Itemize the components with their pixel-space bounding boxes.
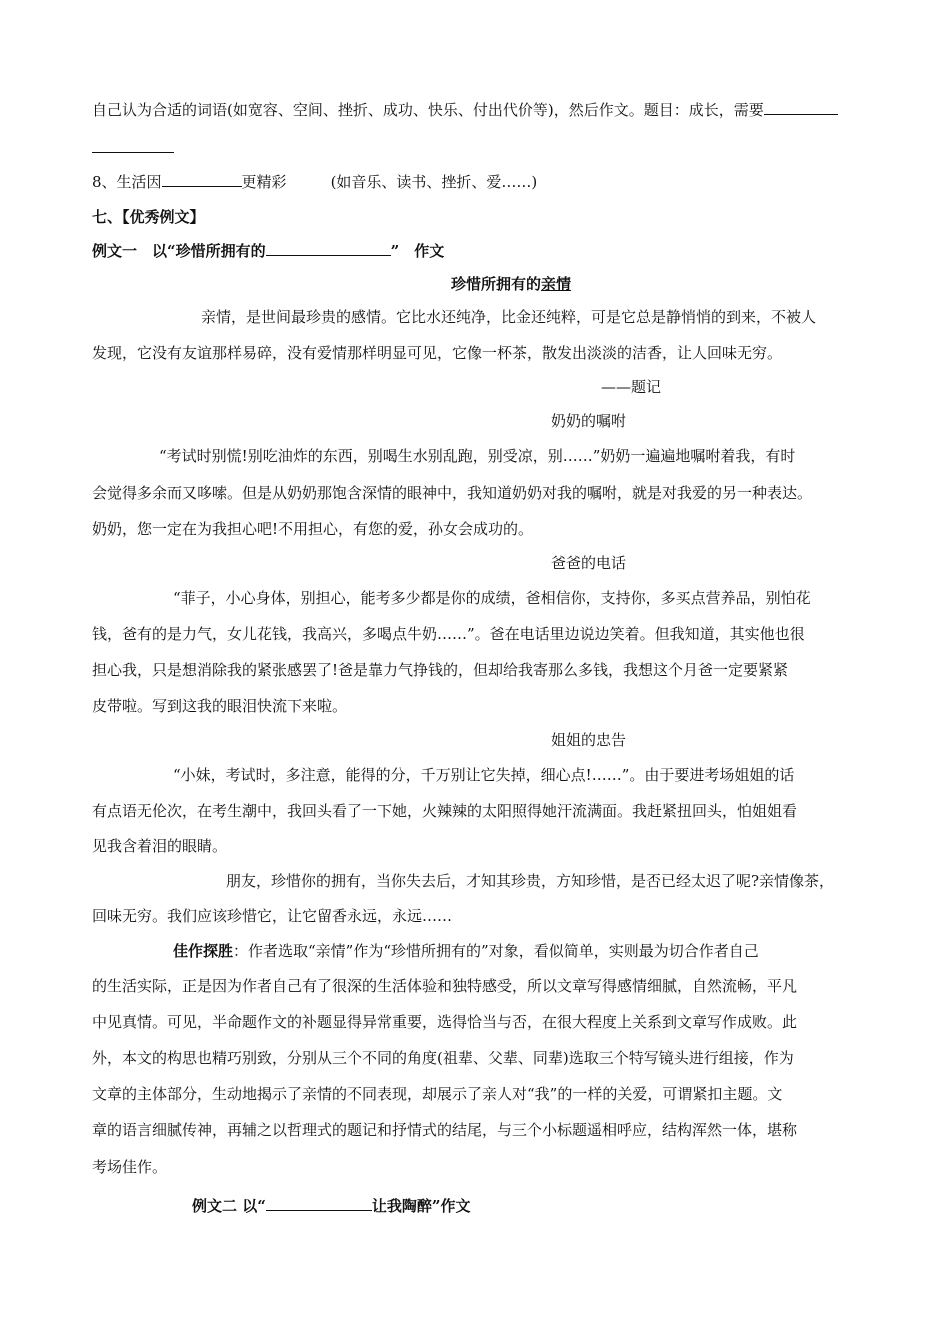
intro-continuation xyxy=(92,138,174,158)
paragraph-line: “小妹，考试时，多注意，能得的分，千万别让它失掉，细心点!……”。由于要进考场姐姐的话 xyxy=(173,766,795,784)
analysis-label: 佳作探胜 xyxy=(173,942,234,960)
preface-signature: ——题记 xyxy=(601,378,662,396)
paragraph-line: 担心我，只是想消除我的紧张感罢了!爸是靠力气挣钱的，但却给我寄那么多钱，我想这个月爸一定要紧紧 xyxy=(92,661,789,679)
item-8: 8、生活因 更精彩 (如音乐、读书、挫折、爱……) xyxy=(92,173,538,191)
paragraph-line: 奶奶，您一定在为我担心吧!不用担心，有您的爱，孙女会成功的。 xyxy=(92,520,534,538)
analysis-line: 外，本文的构思也精巧别致，分别从三个不同的角度(祖辈、父辈、同辈)选取三个特写镜头进行组接，作为 xyxy=(92,1049,794,1067)
subtitle-sister: 姐姐的忠告 xyxy=(551,731,627,749)
preface-line: 亲情，是世间最珍贵的感情。它比水还纯净，比金还纯粹，可是它总是静悄悄的到来，不被人 xyxy=(201,308,817,326)
fill-blank xyxy=(162,172,242,187)
intro-line xyxy=(92,100,838,120)
paragraph-line: 有点语无伦次，在考生潮中，我回头看了一下她，火辣辣的太阳照得她汗流满面。我赶紧扭回头，怕姐姐看 xyxy=(92,802,798,820)
section-heading: 七、【优秀例文】 xyxy=(92,208,205,226)
paragraph-line: 钱，爸有的是力气，女儿花钱，我高兴，多喝点牛奶……”。爸在电话里边说边笑着。但我知道，其实他也很 xyxy=(92,625,805,643)
analysis-line: 佳作探胜：作者选取“亲情”作为“珍惜所拥有的”对象，看似简单，实则最为切合作者自己 xyxy=(173,942,759,960)
intro-text: 自己认为合适的词语(如宽容、空间、挫折、成功、快乐、付出代价等)，然后作文。题目：成长，需要 xyxy=(92,101,764,119)
paragraph-line: “菲子，小心身体，别担心，能考多少都是你的成绩，爸相信你，支持你，多买点营养品，别怕花 xyxy=(173,589,811,607)
analysis-line: 考场佳作。 xyxy=(92,1158,168,1176)
paragraph-line: 会觉得多余而又哆嗦。但是从奶奶那饱含深情的眼神中，我知道奶奶对我的嘱咐，就是对我爱的另一种表达。 xyxy=(92,484,813,502)
ending-line: 朋友，珍惜你的拥有，当你失去后，才知其珍贵，方知珍惜，是否已经太迟了呢?亲情像茶， xyxy=(226,872,835,890)
paragraph-line: 见我含着泪的眼睛。 xyxy=(92,837,228,855)
example1-label: 例文一 以“珍惜所拥有的 ” 作文 xyxy=(92,242,445,260)
subtitle-grandma: 奶奶的嘱咐 xyxy=(551,412,627,430)
analysis-line: 章的语言细腻传神，再辅之以哲理式的题记和抒情式的结尾，与三个小标题遥相呼应，结构浑然一体，堪称 xyxy=(92,1121,798,1139)
fill-blank xyxy=(266,1196,372,1211)
analysis-line: 文章的主体部分，生动地揭示了亲情的不同表现，却展示了亲人对“我”的一样的关爱，可谓紧扣主题。文 xyxy=(92,1085,783,1103)
analysis-line: 中见真情。可见，半命题作文的补题显得异常重要，选得恰当与否，在很大程度上关系到文章写作成败。此 xyxy=(92,1013,798,1031)
fill-blank xyxy=(92,138,174,153)
fill-blank xyxy=(266,241,391,256)
essay-title: 珍惜所拥有的亲情 xyxy=(451,275,572,293)
preface-line: 发现，它没有友谊那样易碎，没有爱情那样明显可见，它像一杯茶，散发出淡淡的洁香，让人回味无穷。 xyxy=(92,344,783,362)
example2-label: 例文二 以“ 让我陶醉”作文 xyxy=(192,1197,471,1215)
subtitle-dad: 爸爸的电话 xyxy=(551,554,627,572)
ending-line: 回味无穷。我们应该珍惜它，让它留香永远，永远…… xyxy=(92,907,453,925)
paragraph-line: 皮带啦。写到这我的眼泪快流下来啦。 xyxy=(92,697,348,715)
analysis-line: 的生活实际，正是因为作者自己有了很深的生活体验和独特感受，所以文章写得感情细腻，自然流畅，平凡 xyxy=(92,977,798,995)
paragraph-line: “考试时别慌!别吃油炸的东西，别喝生水别乱跑，别受凉，别……”奶奶一遍遍地嘱咐着我，有时 xyxy=(159,447,796,465)
fill-blank xyxy=(764,100,838,115)
